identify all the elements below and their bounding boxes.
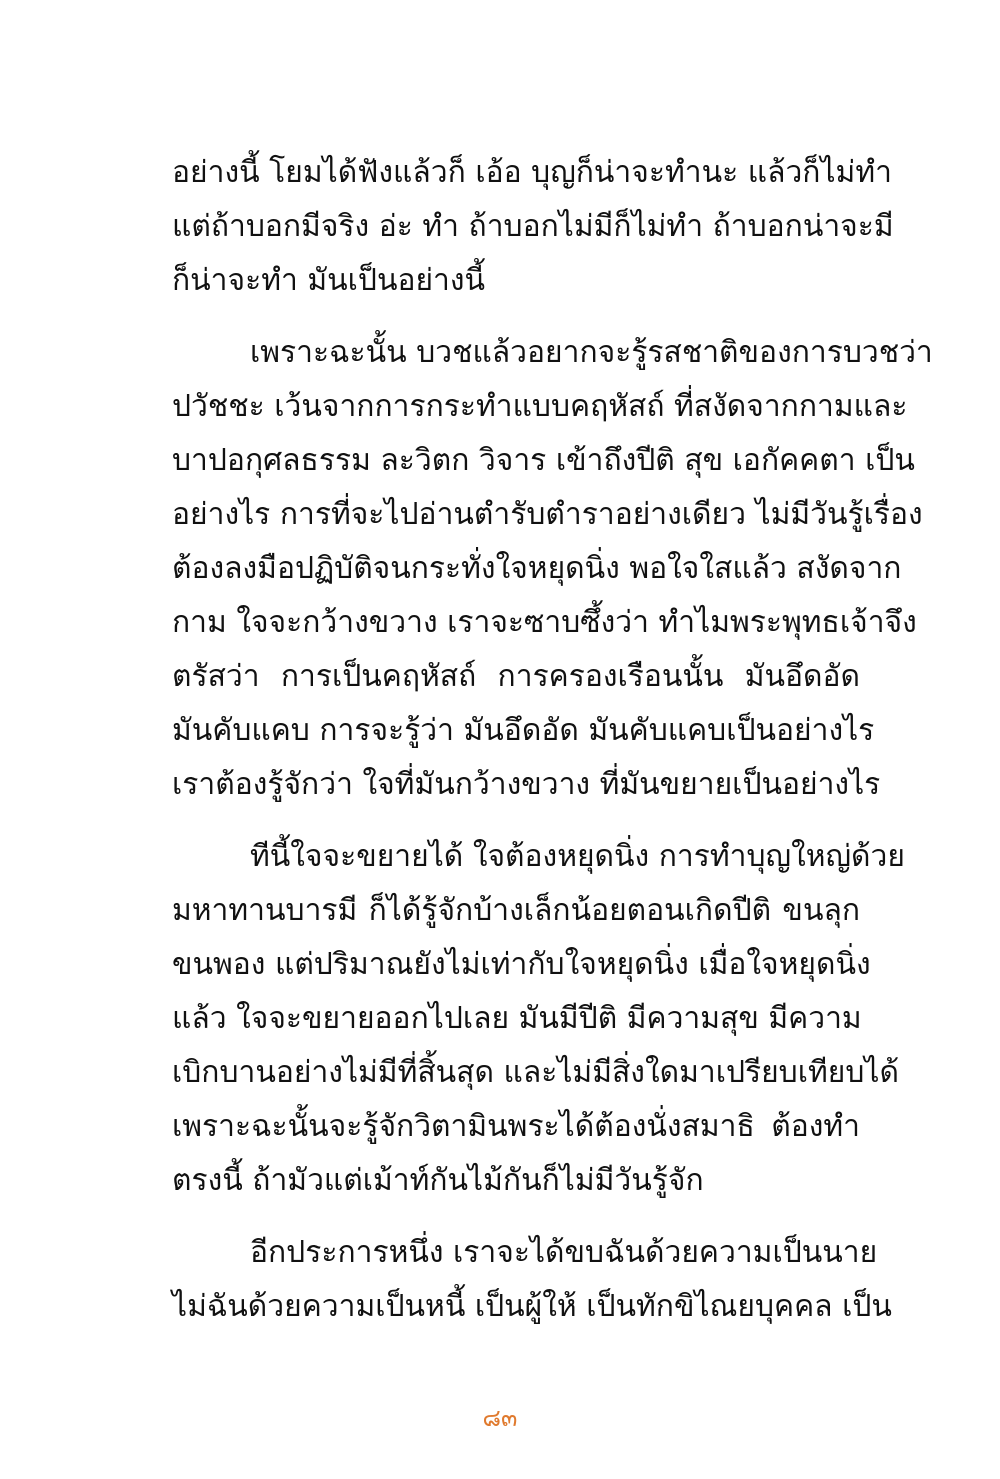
text-line: ตรัสว่า การเป็นคฤหัสถ์ การครองเรือนนั้น มันอึดอัด <box>172 659 860 694</box>
paragraph-1 <box>172 146 894 308</box>
text-line: มันคับแคบ การจะรู้ว่า มันอึดอัด มันคับแคบเป็นอย่างไร <box>172 713 875 748</box>
page-number: ๘๓ <box>482 1404 518 1432</box>
text-line: อย่างไร การที่จะไปอ่านตำรับตำราอย่างเดียว ไม่มีวันรู้เรื่อง <box>172 497 923 532</box>
text-line: ทีนี้ใจจะขยายได้ ใจต้องหยุดนิ่ง การทำบุญใหญ่ด้วย <box>250 839 905 874</box>
paragraph-2 <box>172 326 933 812</box>
text-line: เบิกบานอย่างไม่มีที่สิ้นสุด และไม่มีสิ่งใดมาเปรียบเทียบได้ <box>172 1055 899 1090</box>
paragraph-4 <box>172 1226 892 1334</box>
paragraph-3 <box>172 830 905 1208</box>
text-line: ปวัชชะ เว้นจากการกระทำแบบคฤหัสถ์ ที่สงัดจากกามและ <box>172 389 908 424</box>
text-line: ขนพอง แต่ปริมาณยังไม่เท่ากับใจหยุดนิ่ง เมื่อใจหยุดนิ่ง <box>172 947 871 982</box>
text-line: ต้องลงมือปฏิบัติจนกระทั่งใจหยุดนิ่ง พอใจใสแล้ว สงัดจาก <box>172 551 902 586</box>
text-line: เราต้องรู้จักว่า ใจที่มันกว้างขวาง ที่มันขยายเป็นอย่างไร <box>172 767 881 802</box>
text-line: บาปอกุศลธรรม ละวิตก วิจาร เข้าถึงปีติ สุข เอกัคคตา เป็น <box>172 443 915 478</box>
text-line: เพราะฉะนั้น บวชแล้วอยากจะรู้รสชาติของการบวชว่า <box>250 335 933 370</box>
text-line: ตรงนี้ ถ้ามัวแต่เม้าท์กันไม้กันก็ไม่มีวันรู้จัก <box>172 1163 704 1198</box>
body-text <box>172 146 933 1352</box>
text-line: อย่างนี้ โยมได้ฟังแล้วก็ เอ้อ บุญก็น่าจะทำนะ แล้วก็ไม่ทำ <box>172 155 892 190</box>
text-line: อีกประการหนึ่ง เราจะได้ขบฉันด้วยความเป็นนาย <box>250 1235 878 1270</box>
text-line: มหาทานบารมี ก็ได้รู้จักบ้างเล็กน้อยตอนเกิดปีติ ขนลุก <box>172 893 860 928</box>
text-line: แล้ว ใจจะขยายออกไปเลย มันมีปีติ มีความสุข มีความ <box>172 1001 862 1036</box>
text-line: ก็น่าจะทำ มันเป็นอย่างนี้ <box>172 263 486 298</box>
text-line: ไม่ฉันด้วยความเป็นหนี้ เป็นผู้ให้ เป็นทักขิไณยบุคคล เป็น <box>172 1289 892 1324</box>
text-line: กาม ใจจะกว้างขวาง เราจะซาบซึ้งว่า ทำไมพระพุทธเจ้าจึง <box>172 605 917 640</box>
text-line: แต่ถ้าบอกมีจริง อ่ะ ทำ ถ้าบอกไม่มีก็ไม่ทำ ถ้าบอกน่าจะมี <box>172 209 894 244</box>
text-line: เพราะฉะนั้นจะรู้จักวิตามินพระได้ต้องนั่งสมาธิ ต้องทำ <box>172 1109 860 1144</box>
